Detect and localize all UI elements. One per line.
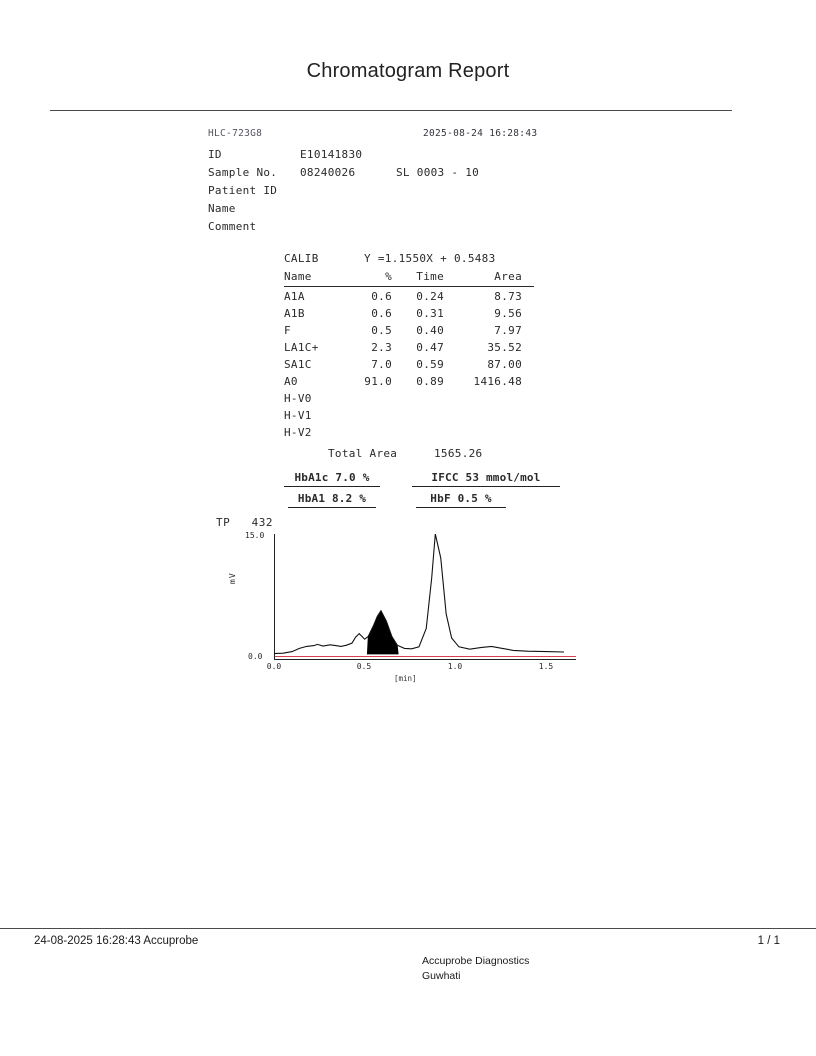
total-area-label: Total Area bbox=[328, 447, 398, 460]
page-title: Chromatogram Report bbox=[306, 60, 510, 82]
report-datetime: 2025-08-24 16:28:43 bbox=[423, 128, 538, 139]
peak-time: 0.59 bbox=[416, 358, 444, 371]
trace-svg bbox=[274, 534, 576, 660]
peak-name: H-V2 bbox=[284, 426, 312, 439]
table-row bbox=[284, 340, 534, 357]
x-axis-ticks bbox=[266, 662, 574, 674]
tp-value: 432 bbox=[251, 516, 273, 529]
result-ifcc: IFCC 53 mmol/mol bbox=[412, 470, 560, 487]
instrument-model: HLC-723G8 bbox=[208, 128, 263, 139]
peak-percent: 2.3 bbox=[371, 341, 392, 354]
shaded-peak-region bbox=[367, 611, 398, 654]
peak-name: F bbox=[284, 324, 291, 337]
column-header-name: Name bbox=[284, 270, 312, 283]
meta-row bbox=[208, 147, 628, 165]
table-row bbox=[284, 374, 534, 391]
meta-key: Patient ID bbox=[208, 184, 278, 197]
footer-divider bbox=[0, 928, 816, 929]
peak-time: 0.47 bbox=[416, 341, 444, 354]
chromatogram-plot bbox=[208, 512, 608, 692]
x-tick: 0.5 bbox=[356, 662, 372, 671]
x-tick: 1.0 bbox=[447, 662, 463, 671]
x-tick: 0.0 bbox=[266, 662, 282, 671]
meta-key: ID bbox=[208, 148, 222, 161]
meta-row bbox=[208, 219, 628, 237]
meta-value-secondary: SL 0003 - 10 bbox=[396, 166, 480, 179]
footer-org bbox=[422, 954, 529, 984]
peak-percent: 0.5 bbox=[371, 324, 392, 337]
result-summary bbox=[284, 470, 564, 512]
peak-name: A1B bbox=[284, 307, 305, 320]
peak-percent: 91.0 bbox=[364, 375, 392, 388]
meta-row bbox=[208, 165, 628, 183]
peak-area: 8.73 bbox=[494, 290, 522, 303]
table-row bbox=[284, 357, 534, 374]
peak-percent: 7.0 bbox=[371, 358, 392, 371]
peak-name: LA1C+ bbox=[284, 341, 319, 354]
result-hbf: HbF 0.5 % bbox=[416, 491, 506, 508]
peak-name: H-V1 bbox=[284, 409, 312, 422]
footer-left-text: 24-08-2025 16:28:43 Accuprobe bbox=[34, 935, 199, 947]
column-header-percent: % bbox=[385, 270, 392, 283]
footer-org-name: Accuprobe Diagnostics bbox=[422, 955, 530, 967]
peak-percent: 0.6 bbox=[371, 290, 392, 303]
calibration-equation: Y =1.1550X + 0.5483 bbox=[364, 252, 496, 265]
table-row bbox=[284, 323, 534, 340]
result-hba1c: HbA1c 7.0 % bbox=[284, 470, 380, 487]
column-header-time: Time bbox=[416, 270, 444, 283]
y-axis-tick-max: 15.0 bbox=[245, 531, 265, 540]
y-axis-tick-min: 0.0 bbox=[248, 652, 263, 661]
footer-org-city: Guwhati bbox=[422, 970, 461, 982]
peak-time: 0.31 bbox=[416, 307, 444, 320]
peak-time: 0.40 bbox=[416, 324, 444, 337]
total-area-value: 1565.26 bbox=[434, 447, 483, 460]
report-meta-header bbox=[208, 126, 628, 141]
header-divider bbox=[50, 110, 732, 111]
total-area-row bbox=[284, 446, 534, 466]
table-row bbox=[284, 289, 534, 306]
chromatogram-trace bbox=[274, 534, 564, 654]
footer-page-number: 1 / 1 bbox=[757, 935, 780, 947]
peak-table bbox=[284, 251, 534, 466]
plot-area bbox=[274, 534, 564, 660]
meta-row bbox=[208, 201, 628, 219]
peak-name: A0 bbox=[284, 375, 298, 388]
result-hba1: HbA1 8.2 % bbox=[288, 491, 376, 508]
y-axis-title: mV bbox=[228, 572, 237, 584]
peak-area: 7.97 bbox=[494, 324, 522, 337]
table-row bbox=[284, 425, 534, 442]
chromatogram-report-body bbox=[208, 126, 628, 512]
peak-name: H-V0 bbox=[284, 392, 312, 405]
table-row bbox=[284, 408, 534, 425]
column-header-area: Area bbox=[494, 270, 522, 283]
table-row bbox=[284, 306, 534, 323]
meta-value: E10141830 bbox=[300, 148, 363, 161]
peak-area: 35.52 bbox=[487, 341, 522, 354]
calibration-row bbox=[284, 251, 534, 269]
peak-area: 87.00 bbox=[487, 358, 522, 371]
meta-row bbox=[208, 183, 628, 201]
meta-key: Comment bbox=[208, 220, 257, 233]
peak-table-header bbox=[284, 269, 534, 287]
tp-key: TP bbox=[216, 516, 231, 529]
peak-percent: 0.6 bbox=[371, 307, 392, 320]
x-axis-label: [min] bbox=[394, 674, 417, 683]
peak-area: 9.56 bbox=[494, 307, 522, 320]
x-tick: 1.5 bbox=[538, 662, 554, 671]
peak-time: 0.24 bbox=[416, 290, 444, 303]
calibration-label: CALIB bbox=[284, 252, 319, 265]
peak-name: A1A bbox=[284, 290, 305, 303]
peak-name: SA1C bbox=[284, 358, 312, 371]
peak-area: 1416.48 bbox=[473, 375, 522, 388]
meta-value: 08240026 bbox=[300, 166, 356, 179]
tp-label bbox=[216, 516, 273, 529]
meta-key: Sample No. bbox=[208, 166, 278, 179]
table-row bbox=[284, 391, 534, 408]
meta-key: Name bbox=[208, 202, 236, 215]
peak-time: 0.89 bbox=[416, 375, 444, 388]
patient-meta-list bbox=[208, 147, 628, 237]
